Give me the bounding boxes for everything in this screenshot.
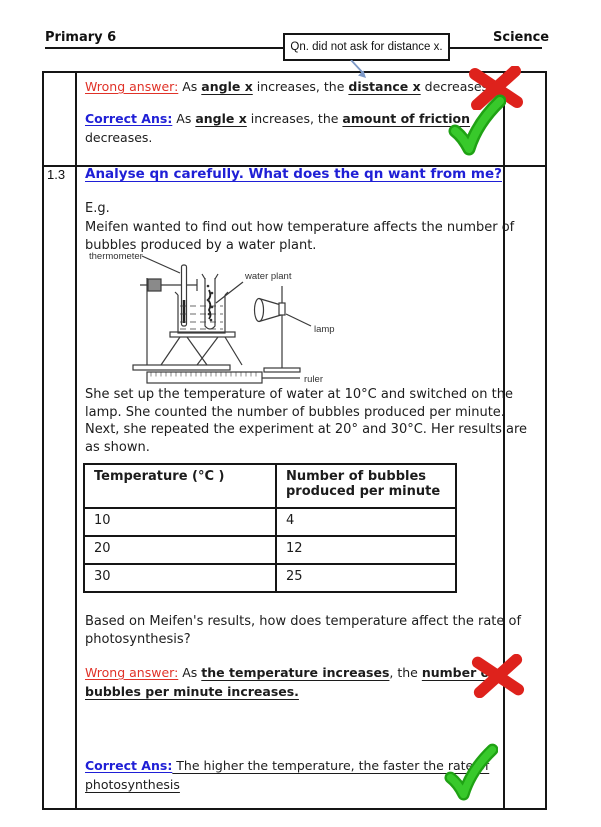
example-label: E.g.: [85, 201, 110, 216]
lamp: [255, 286, 301, 372]
lamp-label: lamp: [314, 324, 335, 335]
wrong-answer-2-seg2: , the: [389, 665, 422, 680]
thermometer: [182, 265, 187, 326]
correct-answer-1: [85, 109, 485, 147]
results-header-bubbles: Number of bubbles produced per minute: [276, 464, 456, 508]
thermometer-leader: [142, 256, 180, 273]
wrong-answer-2-label: Wrong answer:: [85, 665, 179, 680]
wrong-answer-2: [85, 663, 510, 701]
correct-answer-1-bold2: amount of friction: [342, 111, 471, 126]
callout-box: [283, 33, 450, 61]
correct-answer-2-text: The higher the temperature, the faster the rate of photosynthesis: [85, 758, 490, 792]
header-right-title: Science: [493, 30, 550, 45]
ruler-label: ruler: [304, 374, 324, 385]
water-plant-tube: [202, 274, 218, 329]
wrong-answer-1: [85, 77, 492, 96]
check-mark-icon-1: [448, 94, 506, 158]
correct-answer-1-seg1: As: [172, 111, 196, 126]
wrong-answer-2-seg1: As: [178, 665, 202, 680]
results-table: [83, 463, 457, 593]
section-heading: Analyse qn carefully. What does the qn want from me?: [85, 166, 502, 182]
correct-answer-1-label: Correct Ans:: [85, 111, 173, 126]
results-row: [84, 536, 456, 564]
water-plant-leader: [216, 282, 243, 303]
wrong-answer-2-bold1: the temperature increases: [201, 665, 390, 680]
results-cell: 20: [84, 536, 276, 564]
check-mark-icon-2: [444, 742, 498, 804]
results-cell: 30: [84, 564, 276, 592]
wrong-answer-1-seg2: increases, the: [252, 79, 349, 94]
results-row: [84, 508, 456, 536]
correct-answer-1-seg2: increases, the: [246, 111, 343, 126]
wrong-answer-2-bold2: number of bubbles per minute increases.: [85, 665, 495, 699]
correct-answer-2-label: Correct Ans:: [85, 758, 173, 773]
item-number: 1.3: [47, 167, 66, 182]
wrong-answer-1-bold2: distance x: [348, 79, 421, 94]
results-header-row: [84, 464, 456, 508]
wrong-answer-1-bold1: angle x: [201, 79, 253, 94]
wrong-answer-1-seg3: decreases.: [420, 79, 493, 94]
apparatus-diagram: [85, 248, 350, 388]
callout-arrow-icon: [347, 60, 373, 82]
results-header-temperature: Temperature (°C ): [84, 464, 276, 508]
lamp-leader: [286, 314, 311, 326]
setup-text: She set up the temperature of water at 10°C and switched on the lamp. She counted the number of bubbles produced per minute. Next, she repeated the experiment at 20° and 30°C. Her results are as shown.: [85, 387, 528, 455]
results-cell: 10: [84, 508, 276, 536]
results-row: [84, 564, 456, 592]
water-plant-label: water plant: [245, 271, 292, 282]
callout-text: Qn. did not ask for distance x.: [290, 41, 443, 53]
intro-text: Meifen wanted to find out how temperature affects the number of bubbles produced by a water plant.: [85, 220, 515, 253]
number-column-divider: [75, 73, 77, 808]
results-cell: 25: [276, 564, 456, 592]
results-cell: 4: [276, 508, 456, 536]
wrong-answer-1-label: Wrong answer:: [85, 79, 179, 94]
correct-answer-1-bold1: angle x: [195, 111, 247, 126]
question-text: Based on Meifen's results, how does temperature affect the rate of photosynthesis?: [85, 614, 522, 647]
results-cell: 12: [276, 536, 456, 564]
wrong-answer-1-seg1: As: [178, 79, 202, 94]
correct-answer-1-seg3: decreases.: [85, 130, 153, 145]
x-mark-icon-2: [470, 654, 526, 698]
stool: [161, 332, 242, 365]
thermometer-label: thermometer: [89, 251, 143, 262]
header-left-title: Primary 6: [45, 30, 117, 45]
ruler: [147, 372, 262, 383]
